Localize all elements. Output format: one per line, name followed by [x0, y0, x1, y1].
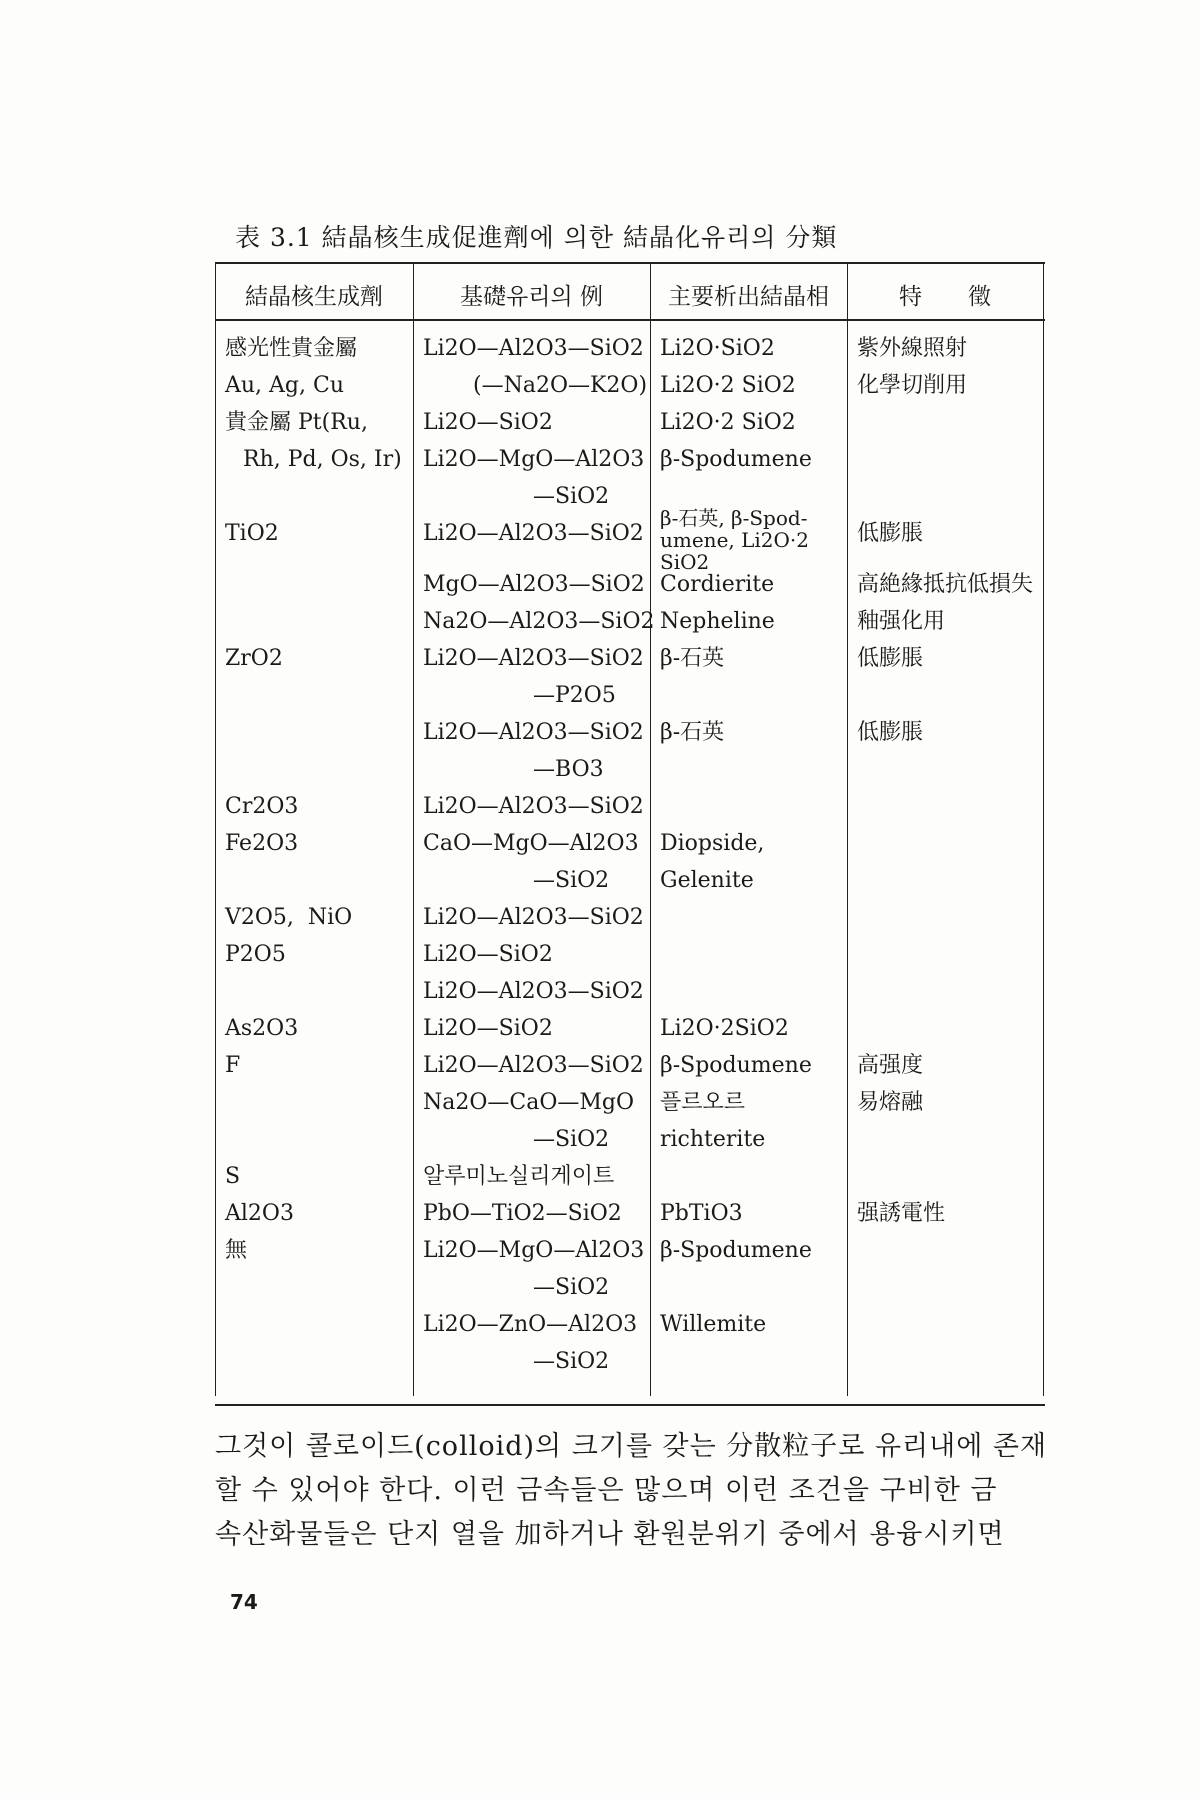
crystal-phase-cell: β-石英 — [660, 720, 725, 745]
column-header: 特 徵 — [899, 284, 991, 310]
crystal-phase-cell: Diopside, — [660, 831, 765, 856]
base-glass-cell: Li2O—Al2O3—SiO2 — [423, 336, 644, 361]
base-glass-cell: Li2O—Al2O3—SiO2 — [423, 720, 644, 745]
table-header-row — [215, 264, 1045, 321]
crystal-phase-cell: Li2O·2 SiO2 — [660, 410, 796, 435]
crystal-phase-cell: Nepheline — [660, 609, 775, 634]
base-glass-cell: (—Na2O—K2O) — [473, 373, 648, 398]
column-header: 主要析出結晶相 — [668, 284, 829, 310]
nucleating-agent-cell: 無 — [225, 1238, 248, 1263]
crystal-phase-cell: β-石英 — [660, 646, 725, 671]
base-glass-cell: Li2O—ZnO—Al2O3 — [423, 1312, 638, 1337]
nucleating-agent-cell: 貴金屬 Pt(Ru, — [225, 410, 368, 435]
base-glass-cell: PbO—TiO2—SiO2 — [423, 1201, 622, 1226]
crystal-phase-cell: β-Spodumene — [660, 1238, 812, 1263]
nucleating-agent-cell: S — [225, 1164, 241, 1189]
feature-cell: 易熔融 — [857, 1090, 924, 1115]
crystal-phase-cell: Willemite — [660, 1312, 767, 1337]
nucleating-agent-cell: F — [225, 1053, 241, 1078]
crystal-phase-cell: Li2O·2 SiO2 — [660, 373, 796, 398]
column-header: 結晶核生成劑 — [245, 284, 383, 310]
table-border-right — [1043, 264, 1044, 1396]
crystal-phase-cell: Gelenite — [660, 868, 754, 893]
column-divider — [413, 264, 414, 1396]
base-glass-cell: Li2O—Al2O3—SiO2 — [423, 521, 644, 546]
nucleating-agent-cell: As2O3 — [225, 1016, 299, 1041]
feature-cell: 高絶緣抵抗低損失 — [857, 572, 1034, 597]
body-line: 속산화물들은 단지 열을 加하거나 환원분위기 중에서 용융시키면 — [215, 1519, 1005, 1550]
base-glass-cell: Li2O—MgO—Al2O3 — [423, 1238, 645, 1263]
table-border-left — [215, 264, 216, 1396]
crystal-phase-cell: Cordierite — [660, 572, 775, 597]
classification-table — [215, 262, 1045, 1406]
nucleating-agent-cell: ZrO2 — [225, 646, 283, 671]
feature-cell: 化學切削用 — [857, 373, 968, 398]
crystal-phase-cell: PbTiO3 — [660, 1201, 743, 1226]
base-glass-cell: CaO—MgO—Al2O3 — [423, 831, 639, 856]
feature-cell: 低膨脹 — [857, 720, 924, 745]
nucleating-agent-cell: TiO2 — [225, 521, 279, 546]
nucleating-agent-cell: 感光性貴金屬 — [225, 336, 358, 361]
feature-cell: 釉强化用 — [857, 609, 946, 634]
base-glass-cell: —SiO2 — [533, 484, 610, 509]
base-glass-cell: Li2O—Al2O3—SiO2 — [423, 1053, 644, 1078]
base-glass-cell: —P2O5 — [533, 683, 616, 708]
base-glass-cell: MgO—Al2O3—SiO2 — [423, 572, 645, 597]
crystal-phase-cell: β-石英, β-Spod- umene, Li2O·2 SiO2 — [660, 506, 809, 574]
crystal-phase-cell: Li2O·2SiO2 — [660, 1016, 789, 1041]
table-caption: 表 3.1 結晶核生成促進劑에 의한 結晶化유리의 分類 — [235, 223, 838, 252]
base-glass-cell: Li2O—Al2O3—SiO2 — [423, 979, 644, 1004]
base-glass-cell: Li2O—Al2O3—SiO2 — [423, 905, 644, 930]
nucleating-agent-cell: Rh, Pd, Os, Ir) — [243, 447, 402, 472]
base-glass-cell: Li2O—SiO2 — [423, 942, 553, 967]
column-divider — [650, 264, 651, 1396]
base-glass-cell: Na2O—CaO—MgO — [423, 1090, 635, 1115]
nucleating-agent-cell: V2O5, NiO — [225, 905, 353, 930]
nucleating-agent-cell: Cr2O3 — [225, 794, 299, 819]
crystal-phase-cell: Li2O·SiO2 — [660, 336, 775, 361]
base-glass-cell: Na2O—Al2O3—SiO2 — [423, 609, 655, 634]
body-line: 그것이 콜로이드(colloid)의 크기를 갖는 分散粒子로 유리내에 존재 — [215, 1431, 1048, 1462]
crystal-phase-cell: β-Spodumene — [660, 447, 812, 472]
feature-cell: 低膨脹 — [857, 521, 924, 546]
nucleating-agent-cell: P2O5 — [225, 942, 286, 967]
page-number: 74 — [230, 1590, 258, 1614]
feature-cell: 强誘電性 — [857, 1201, 946, 1226]
nucleating-agent-cell: Fe2O3 — [225, 831, 299, 856]
feature-cell: 低膨脹 — [857, 646, 924, 671]
body-paragraph — [215, 1425, 1048, 1557]
base-glass-cell: 알루미노실리게이트 — [423, 1164, 615, 1189]
base-glass-cell: —SiO2 — [533, 1127, 610, 1152]
column-divider — [847, 264, 848, 1396]
crystal-phase-cell: β-Spodumene — [660, 1053, 812, 1078]
base-glass-cell: Li2O—Al2O3—SiO2 — [423, 646, 644, 671]
base-glass-cell: —SiO2 — [533, 868, 610, 893]
feature-cell: 紫外線照射 — [857, 336, 968, 361]
crystal-phase-cell: 플르오르 — [660, 1090, 746, 1115]
base-glass-cell: —SiO2 — [533, 1349, 610, 1374]
crystal-phase-cell: richterite — [660, 1127, 766, 1152]
base-glass-cell: Li2O—Al2O3—SiO2 — [423, 794, 644, 819]
base-glass-cell: —SiO2 — [533, 1275, 610, 1300]
feature-cell: 高强度 — [857, 1053, 924, 1078]
column-header: 基礎유리의 例 — [460, 284, 603, 310]
nucleating-agent-cell: Au, Ag, Cu — [225, 373, 345, 398]
base-glass-cell: Li2O—SiO2 — [423, 410, 553, 435]
base-glass-cell: —BO3 — [533, 757, 604, 782]
base-glass-cell: Li2O—MgO—Al2O3 — [423, 447, 645, 472]
body-line: 할 수 있어야 한다. 이런 금속들은 많으며 이런 조건을 구비한 금 — [215, 1475, 998, 1506]
nucleating-agent-cell: Al2O3 — [225, 1201, 294, 1226]
base-glass-cell: Li2O—SiO2 — [423, 1016, 553, 1041]
